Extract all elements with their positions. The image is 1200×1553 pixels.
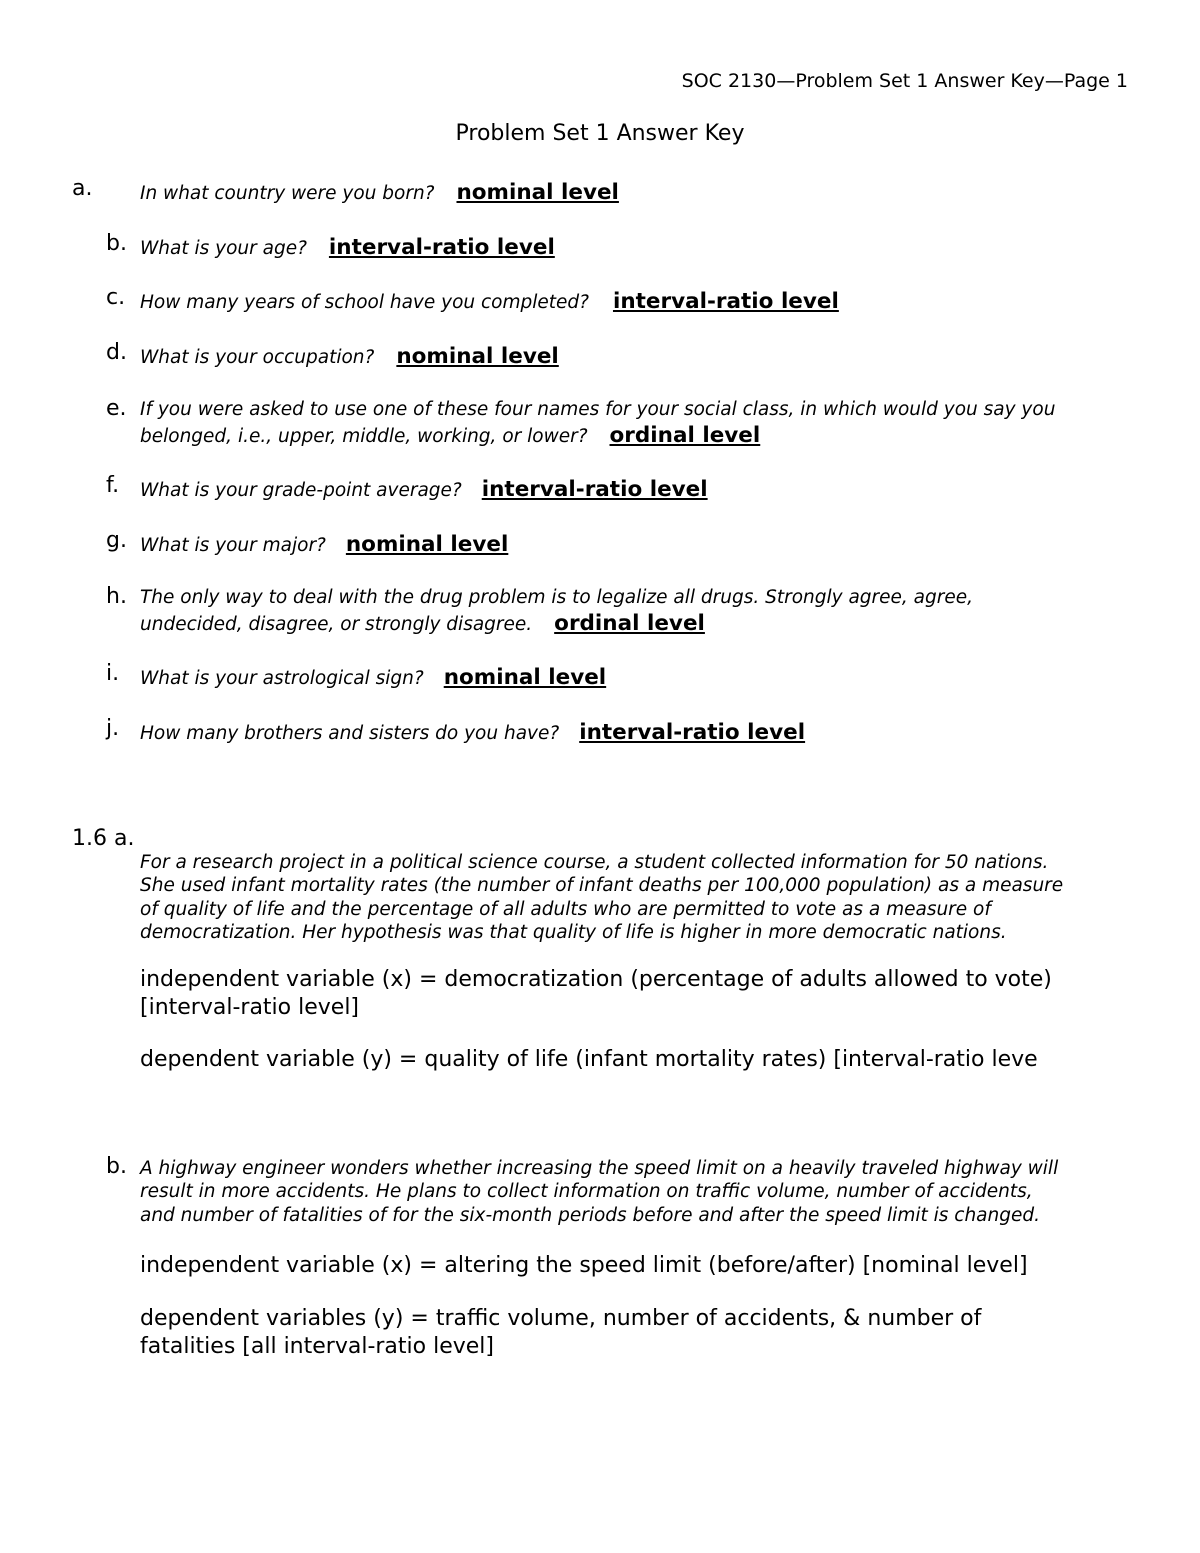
question-prompt: What is your age? xyxy=(140,238,307,259)
question-text xyxy=(140,235,555,260)
question-prompt: What is your astrological sign? xyxy=(140,668,424,689)
problem-b-paragraph xyxy=(140,1157,1058,1227)
statement-line: dependent variables (y) = traffic volume, number of accidents, & number of xyxy=(140,1306,982,1331)
question-prompt: How many years of school have you completed? xyxy=(140,292,589,313)
answer: nominal level xyxy=(456,180,619,205)
question-letter: d. xyxy=(106,340,127,365)
answer: interval-ratio level xyxy=(328,235,555,260)
answer: nominal level xyxy=(345,532,509,557)
paragraph-line: For a research project in a political science course, a student collected information for 50 nations. xyxy=(140,852,1049,873)
question-prompt: How many brothers and sisters do you have? xyxy=(140,723,560,744)
question-text xyxy=(140,720,805,745)
answer: interval-ratio level xyxy=(481,477,708,502)
question-text xyxy=(140,289,839,314)
question-text xyxy=(140,477,708,502)
dependent-variable-b xyxy=(140,1305,981,1361)
answer: nominal level xyxy=(396,344,559,369)
question-prompt: What is your grade-point average? xyxy=(140,480,462,501)
question-letter: g. xyxy=(106,528,127,553)
question-text xyxy=(140,665,606,690)
question-prompt: What is your occupation? xyxy=(140,347,375,368)
independent-variable-b: independent variable (x) = altering the speed limit (before/after) [nominal level] xyxy=(140,1253,1028,1278)
statement-line: [interval-ratio level] xyxy=(140,995,360,1020)
paragraph-line: democratization. Her hypothesis was that quality of life is higher in more democratic nations. xyxy=(140,921,1007,943)
paragraph-line: of quality of life and the percentage of all adults who are permitted to vote as a measure of xyxy=(140,898,991,920)
question-letter: h. xyxy=(106,584,127,609)
question-text xyxy=(140,344,559,369)
question-letter: c. xyxy=(106,285,126,310)
question-text xyxy=(140,532,508,557)
question-letter: f. xyxy=(106,473,120,498)
page-title: Problem Set 1 Answer Key xyxy=(455,121,745,146)
question-letter: i. xyxy=(106,661,120,686)
question-letter: e. xyxy=(106,396,127,421)
paragraph-line: She used infant mortality rates (the number of infant deaths per 100,000 population) as a measure xyxy=(140,875,1064,897)
statement-line: fatalities [all interval-ratio level] xyxy=(140,1334,494,1359)
question-letter: a. xyxy=(72,176,93,201)
paragraph-line: A highway engineer wonders whether increasing the speed limit on a heavily traveled highway will xyxy=(140,1158,1059,1179)
question-letter: b. xyxy=(106,231,127,256)
paragraph-line: and number of fatalities of for the six-month periods before and after the speed limit is changed. xyxy=(140,1204,1040,1226)
question-prompt: What is your major? xyxy=(140,535,326,556)
question-text-line2 xyxy=(140,423,760,448)
question-prompt: In what country were you born? xyxy=(140,183,435,204)
paragraph-line: result in more accidents. He plans to collect information on traffic volume, number of accidents, xyxy=(140,1181,1033,1203)
statement-line: independent variable (x) = democratization (percentage of adults allowed to vote) xyxy=(140,967,1052,992)
question-prompt: undecided, disagree, or strongly disagree. xyxy=(140,614,533,635)
question-letter: j. xyxy=(106,716,120,741)
dependent-variable-a: dependent variable (y) = quality of life (infant mortality rates) [interval-ratio leve xyxy=(140,1047,1038,1072)
question-text-line2 xyxy=(140,611,705,636)
answer: ordinal level xyxy=(609,423,761,448)
question-text-line1: If you were asked to use one of these four names for your social class, in which would you say you xyxy=(140,399,1056,420)
section-label: 1.6 a. xyxy=(72,826,135,851)
problem-a-paragraph xyxy=(140,851,1063,944)
part-b-label: b. xyxy=(106,1154,127,1179)
question-prompt: belonged, i.e., upper, middle, working, or lower? xyxy=(140,426,588,447)
answer: ordinal level xyxy=(554,611,705,636)
answer: nominal level xyxy=(443,665,607,690)
question-text-line1: The only way to deal with the drug problem is to legalize all drugs. Strongly agree, agree, xyxy=(140,587,974,608)
independent-variable-a xyxy=(140,966,1052,1022)
page-header: SOC 2130—Problem Set 1 Answer Key—Page 1 xyxy=(681,70,1128,92)
answer: interval-ratio level xyxy=(612,289,839,314)
answer: interval-ratio level xyxy=(579,720,806,745)
question-text xyxy=(140,180,619,205)
